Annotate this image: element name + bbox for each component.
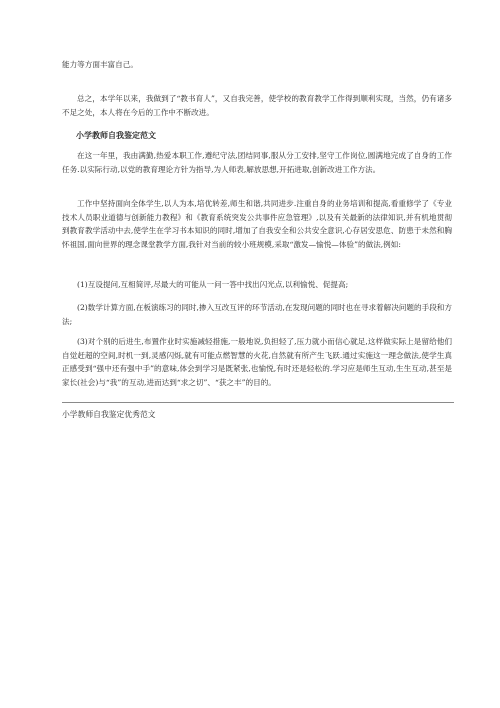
paragraph-teaching: 工作中坚持面向全体学生,以人为本,培优转差,师生和谐,共同进步.注重自身的业务培训和提高,看重修学了《专业技术人员职业道德与创新能力教程》和《教育系统突发公共事件应急管理》,以及有关最新的法律知识,并有机地贯彻到教育教学活动中去,使学生在学习书本知识的同时,增加了自我安全和公共安全意识,心存居安思危、防患于未然和胸怀祖国,面向世界的理念课堂教学方面,我针对当前的较小班规模,采取“激发—愉悦—体验”的做法,例如: bbox=[62, 199, 452, 249]
paragraph-work-overview: 在这一年里，我由满勤,热爱本职工作,遵纪守法,团结同事,服从分工安排,坚守工作岗位,圆满地完成了自身的工作任务.以实际行动,以党的教育理论方针为指导,为人师表,解放思想,开拓进取,创新改进工作方法。 bbox=[62, 151, 452, 174]
section-divider bbox=[62, 402, 454, 403]
paragraph-item-1: (1)互设提问,互相简评,尽最大的可能从一问一答中找出闪光点,以利愉悦、促提高; bbox=[77, 280, 349, 289]
section-heading: 小学教师自我鉴定范文 bbox=[76, 130, 156, 140]
paragraph-item-2: (2)数学计算方面,在板演练习的同时,掺入互改互评的环节活动,在发现问题的同时也在寻求着解决问题的手段和方法; bbox=[62, 303, 452, 326]
next-article-title: 小学教师自我鉴定优秀范文 bbox=[62, 410, 156, 419]
paragraph-summary: 总之，本学年以来，我做到了“教书育人”，又自我完善，使学校的教育教学工作得到顺利实现，当然，仍有诸多不足之处，本人将在今后的工作中不断改进。 bbox=[62, 94, 452, 117]
paragraph-intro: 能力等方面丰富自己。 bbox=[62, 60, 138, 69]
paragraph-item-3: (3)对个别的后进生,布置作业时实施减轻措施,一般地说,负担轻了,压力就小而信心就足,这样做实际上是留给他们自觉赶超的空间,时机一到,灵感闪烁,就有可能点燃智慧的火花,自然就有所产生飞跃.通过实施这一理念做法,使学生真正感受到“强中还有强中手”的意味,体会到学习是既紧张,也愉悦,有时还是轻松的.学习应是师生互动,生生互动,甚至是家长(社会)与“我”的互动,进而达到“求之切”、“获之丰”的目的。 bbox=[62, 337, 452, 387]
